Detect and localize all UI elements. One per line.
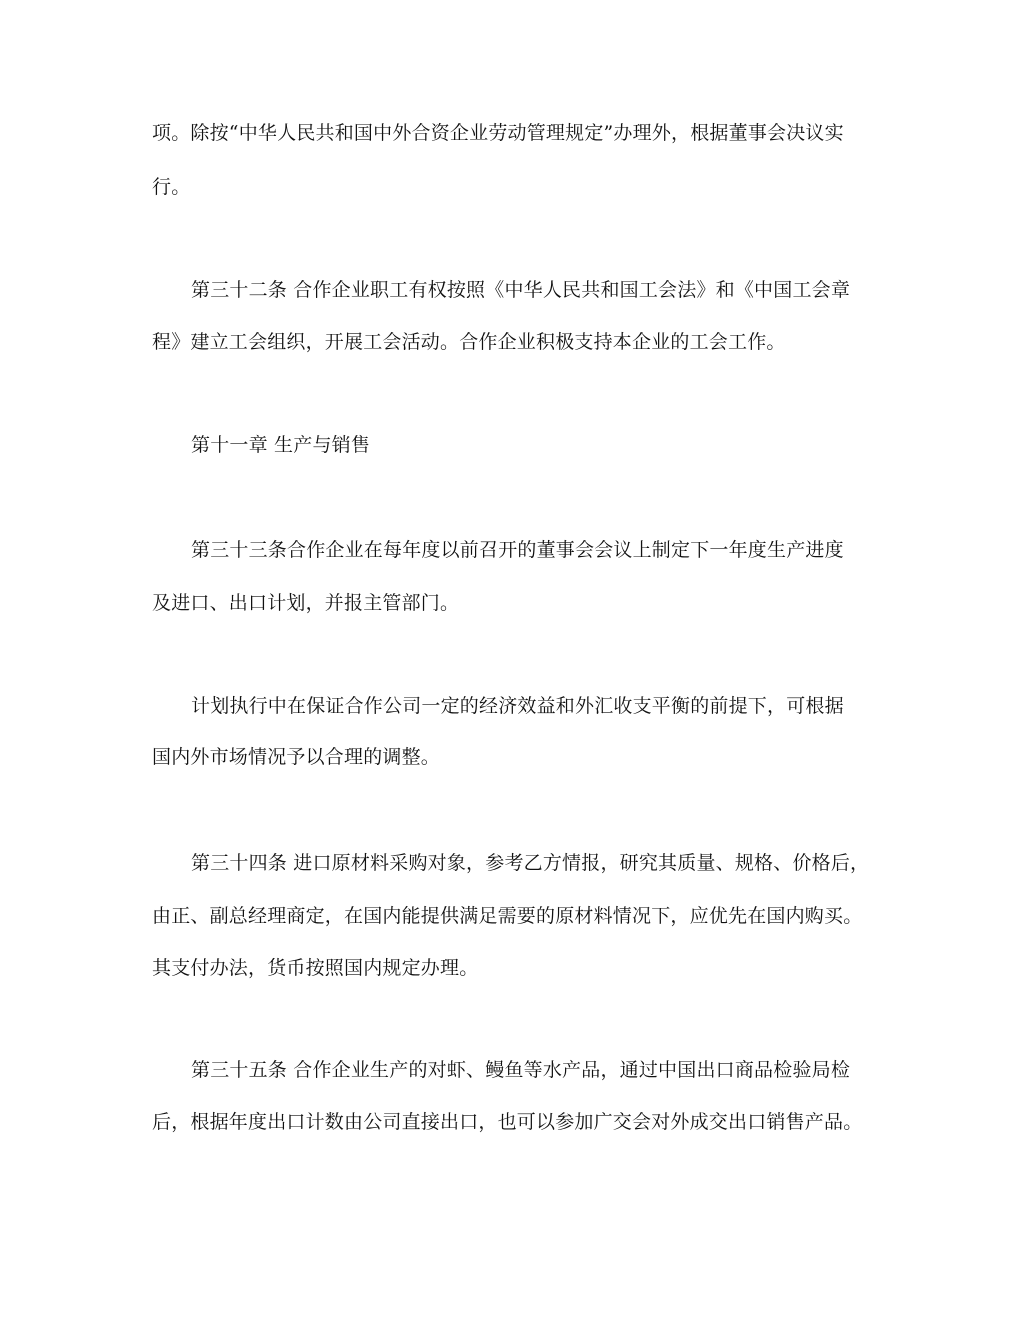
paragraph-line: 后，根据年度出口计数由公司直接出口，也可以参加广交会对外成交出口销售产品。 (152, 1111, 863, 1133)
paragraph-line: 其支付办法，货币按照国内规定办理。 (152, 957, 479, 979)
paragraph-line: 第三十三条合作企业在每年度以前召开的董事会会议上制定下一年度生产进度 (191, 539, 844, 561)
paragraph-line: 行。 (152, 176, 191, 198)
paragraph-line: 第三十二条 合作企业职工有权按照《中华人民共和国工会法》和《中国工会章 (191, 279, 851, 301)
paragraph-line: 计划执行中在保证合作公司一定的经济效益和外汇收支平衡的前提下，可根据 (191, 695, 844, 717)
chapter-heading: 第十一章 生产与销售 (191, 434, 371, 456)
paragraph-line: 国内外市场情况予以合理的调整。 (152, 746, 441, 768)
paragraph-line: 第三十五条 合作企业生产的对虾、鳗鱼等水产品，通过中国出口商品检验局检 (191, 1059, 851, 1081)
paragraph-line: 及进口、出口计划，并报主管部门。 (152, 592, 460, 614)
paragraph-line: 由正、副总经理商定，在国内能提供满足需要的原材料情况下，应优先在国内购买。 (152, 905, 863, 927)
paragraph-line: 项。除按“中华人民共和国中外合资企业劳动管理规定”办理外，根据董事会决议实 (152, 122, 844, 144)
paragraph-line: 程》建立工会组织，开展工会活动。合作企业积极支持本企业的工会工作。 (152, 331, 786, 353)
paragraph-line: 第三十四条 进口原材料采购对象，参考乙方情报，研究其质量、规格、价格后， (191, 852, 870, 874)
